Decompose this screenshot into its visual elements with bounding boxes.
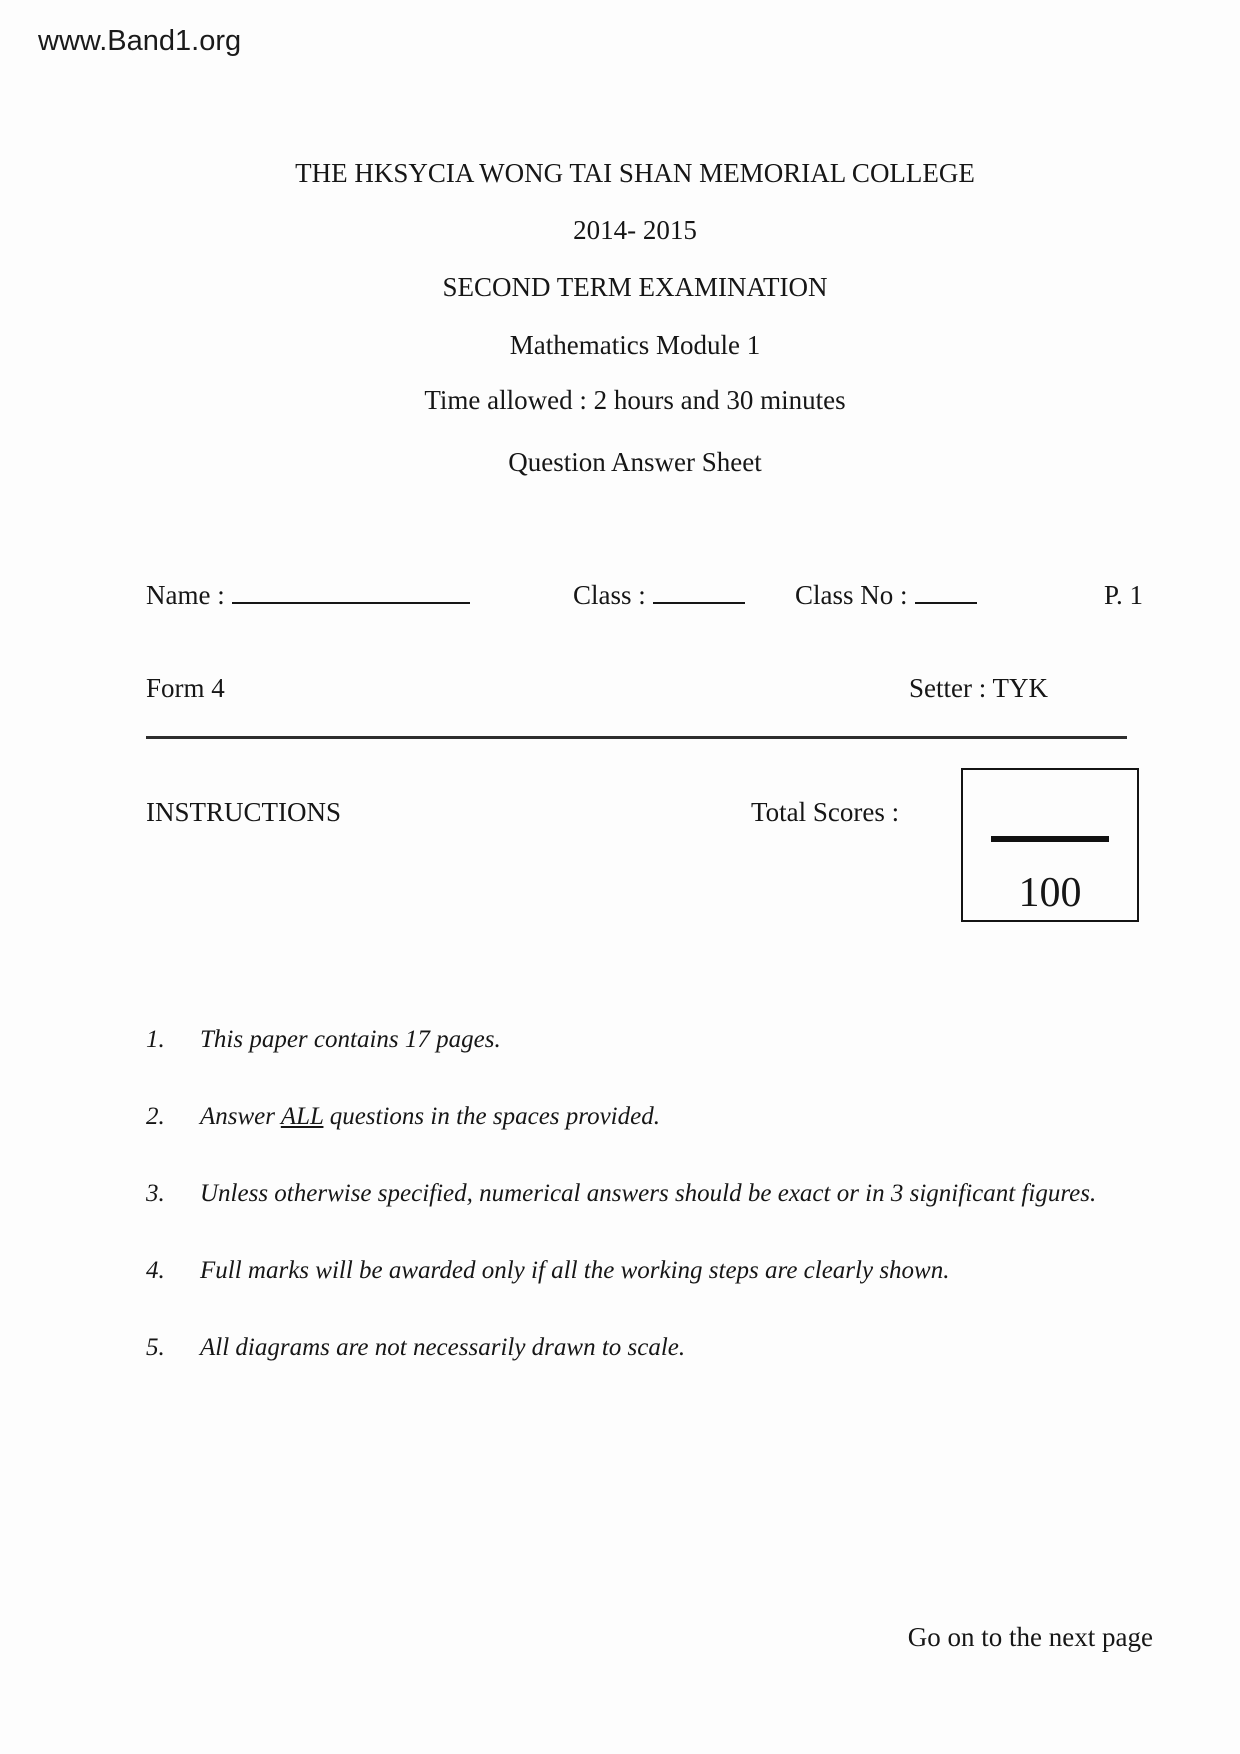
divider-rule: [146, 736, 1127, 739]
subject-title: Mathematics Module 1: [509, 330, 761, 360]
instruction-item-text: Unless otherwise specified, numerical answers should be exact or in 3 significant figures.: [200, 1180, 1097, 1207]
class-label: Class :: [573, 580, 646, 610]
item-2-after: questions in the spaces provided.: [323, 1103, 660, 1130]
name-blank-line: [232, 580, 470, 604]
class-blank-line: [653, 580, 745, 604]
instruction-item-text: All diagrams are not necessarily drawn to scale.: [200, 1334, 686, 1361]
instruction-item-text: [200, 1102, 660, 1132]
total-score-box: [961, 768, 1139, 922]
class-field: [573, 578, 745, 612]
item-2-before: Answer: [200, 1103, 281, 1130]
instruction-item-4: [0, 1256, 1240, 1288]
name-label: Name :: [146, 580, 225, 610]
instruction-item-number: 2.: [146, 1103, 165, 1130]
item-2-underlined: ALL: [280, 1103, 324, 1130]
sheet-title: Question Answer Sheet: [508, 447, 762, 477]
instruction-item-5: [0, 1333, 1240, 1365]
page-number: P. 1: [1104, 580, 1144, 610]
instruction-item-number: 1.: [146, 1026, 165, 1053]
score-fraction-bar: [991, 836, 1109, 842]
time-allowed: Time allowed : 2 hours and 30 minutes: [424, 385, 846, 415]
instruction-item-2: [0, 1102, 1240, 1134]
exam-title: SECOND TERM EXAMINATION: [442, 272, 828, 302]
total-scores-label: Total Scores :: [751, 797, 900, 827]
instruction-item-number: 4.: [146, 1257, 165, 1284]
total-score-value: 100: [1018, 870, 1082, 916]
class-no-field: [795, 578, 977, 612]
instruction-item-1: [0, 1025, 1240, 1057]
instruction-item-number: 3.: [146, 1180, 165, 1207]
watermark: www.Band1.org: [38, 25, 242, 57]
instruction-item-text: Full marks will be awarded only if all the working steps are clearly shown.: [200, 1257, 950, 1284]
exam-year: 2014- 2015: [573, 215, 697, 245]
go-on-next-page: Go on to the next page: [907, 1622, 1153, 1652]
class-no-blank-line: [915, 580, 977, 604]
class-no-label: Class No :: [795, 580, 908, 610]
instruction-item-3: [0, 1179, 1240, 1211]
form-label: Form 4: [146, 673, 225, 703]
setter-label: Setter : TYK: [909, 673, 1048, 703]
instructions-heading: INSTRUCTIONS: [146, 797, 342, 827]
instruction-item-number: 5.: [146, 1334, 165, 1361]
instruction-item-text: This paper contains 17 pages.: [200, 1026, 501, 1053]
college-title: THE HKSYCIA WONG TAI SHAN MEMORIAL COLLEGE: [295, 158, 975, 188]
name-field: [146, 578, 470, 612]
